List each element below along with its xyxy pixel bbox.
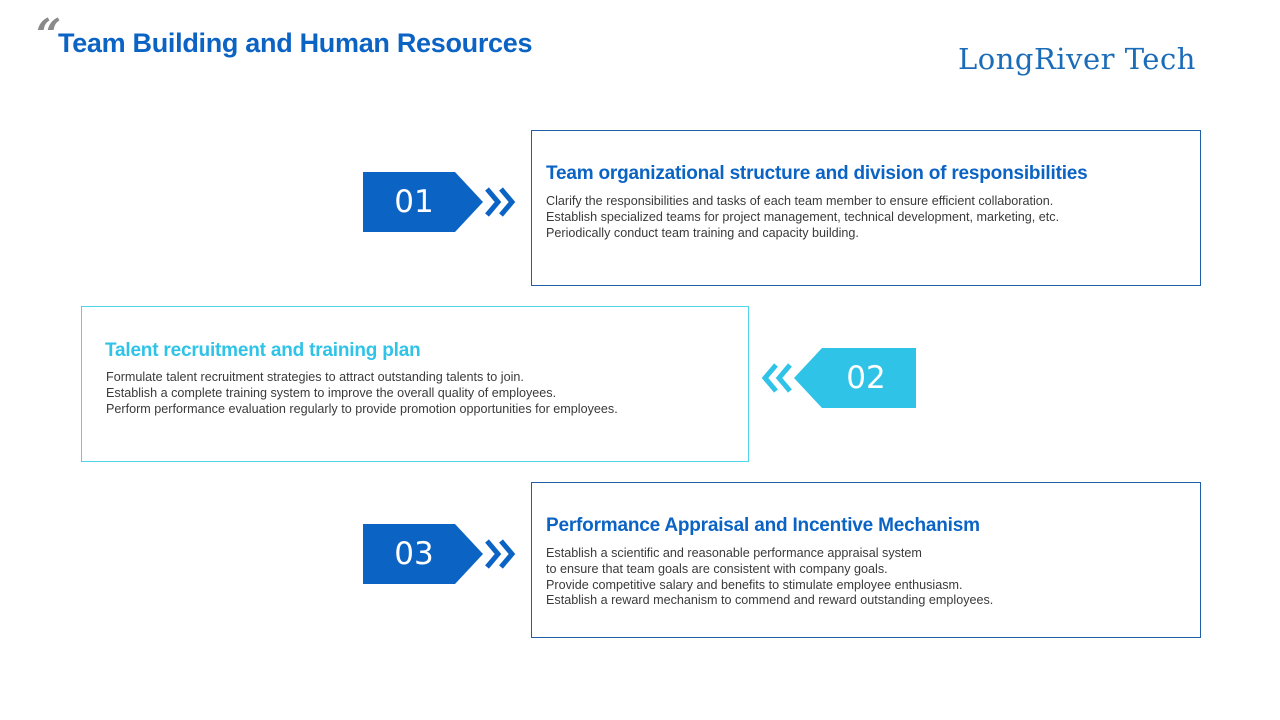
section-number-badge-02 [760,348,916,408]
description-line: Clarify the responsibilities and tasks of each team member to ensure efficient collaboration. [546,194,1054,208]
description-line: Perform performance evaluation regularly to provide promotion opportunities for employees. [106,401,618,416]
section-title: Talent recruitment and training plan [105,340,421,361]
quote-mark-icon: “ [36,10,62,61]
description-line: to ensure that team goals are consistent with company goals. [546,561,888,576]
section-number: 02 [846,360,886,396]
double-chevron-right-icon [487,541,512,567]
section-card-01 [531,130,1201,286]
section-title: Team organizational structure and division of responsibilities [546,163,1088,184]
page-title: Team Building and Human Resources [58,28,533,58]
description-line: Provide competitive salary and benefits to stimulate employee enthusiasm. [546,577,963,592]
section-card-03 [531,482,1201,638]
section-description [106,370,618,417]
section-number-badge-01 [363,172,523,232]
description-line: Establish a complete training system to improve the overall quality of employees. [106,385,557,400]
section-number: 01 [394,184,434,220]
double-chevron-right-icon [487,189,512,215]
description-line: Establish a reward mechanism to commend and reward outstanding employees. [546,593,994,608]
section-description [546,546,993,609]
section-title: Performance Appraisal and Incentive Mechanism [546,515,980,536]
section-description [546,194,1059,241]
description-line: Periodically conduct team training and capacity building. [546,225,859,240]
section-card-02 [81,306,749,462]
brand-name: LongRiver Tech [958,42,1196,76]
double-chevron-left-icon [765,365,790,391]
section-number-badge-03 [363,524,523,584]
description-line: Formulate talent recruitment strategies to attract outstanding talents to join. [106,370,524,384]
description-line: Establish specialized teams for project management, technical development, marketing, etc. [546,209,1060,224]
section-number: 03 [394,536,434,572]
description-line: Establish a scientific and reasonable performance appraisal system [546,546,922,560]
